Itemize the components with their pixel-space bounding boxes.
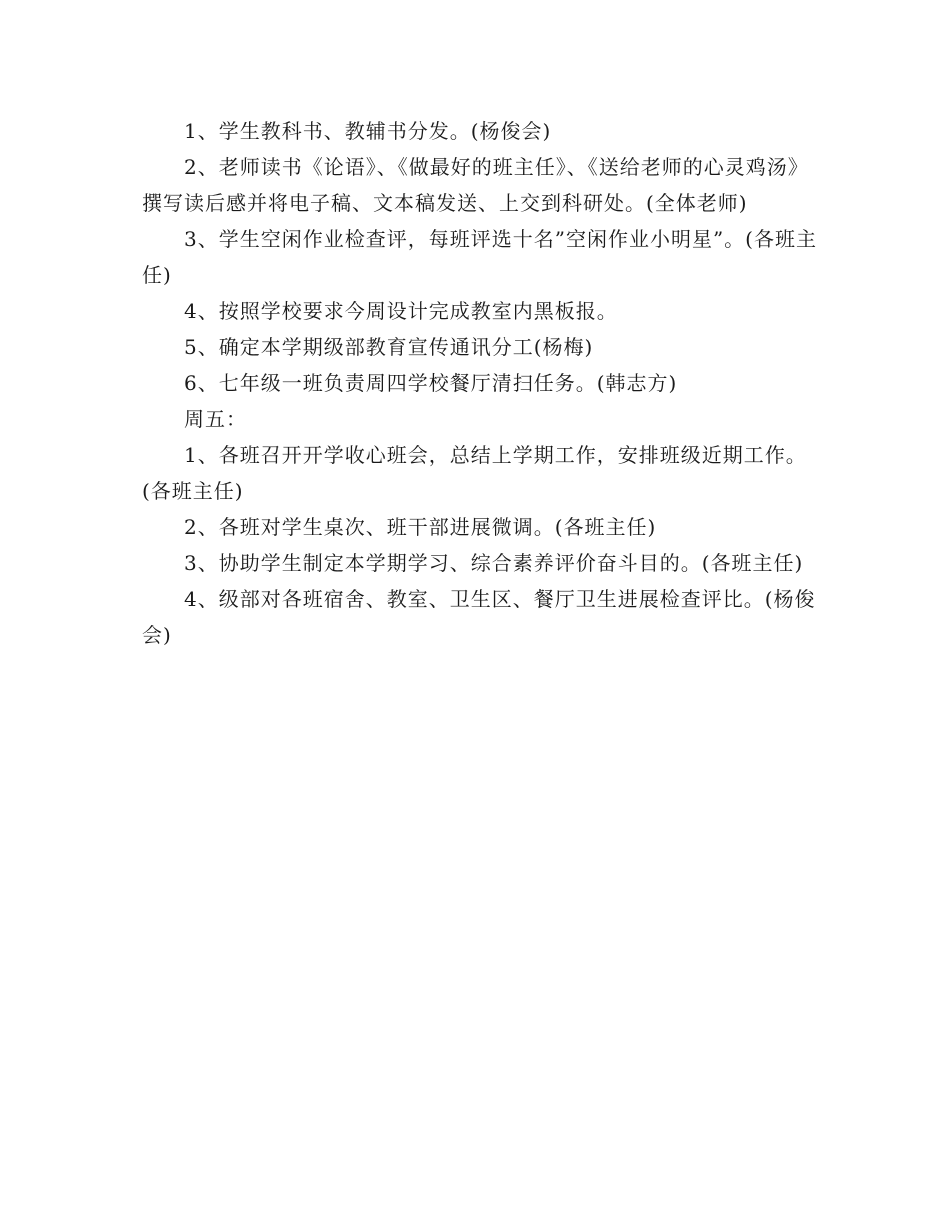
paragraph-4: 4、按照学校要求今周设计完成教室内黑板报。 — [184, 299, 618, 323]
paragraph-2: 2、老师读书《论语》、《做最好的班主任》、《送给老师的心灵鸡汤》撰写读后感并将电子稿、文本稿发送、上交到科研处。(全体老师) — [142, 155, 809, 215]
document-body — [142, 113, 822, 653]
paragraph-11: 4、级部对各班宿舍、教室、卫生区、餐厅卫生进展检查评比。(杨俊会) — [142, 587, 816, 647]
paragraph-9: 2、各班对学生桌次、班干部进展微调。(各班主任) — [184, 515, 657, 539]
section-heading-friday: 周五： — [184, 407, 247, 431]
paragraph-1: 1、学生教科书、教辅书分发。(杨俊会) — [184, 119, 552, 143]
paragraph-6: 6、七年级一班负责周四学校餐厅清扫任务。(韩志方) — [184, 371, 678, 395]
paragraph-8: 1、各班召开开学收心班会，总结上学期工作，安排班级近期工作。(各班主任) — [142, 443, 807, 503]
paragraph-5: 5、确定本学期级部教育宣传通讯分工(杨梅) — [184, 335, 594, 359]
paragraph-3: 3、学生空闲作业检查评，每班评选十名”空闲作业小明星”。(各班主任) — [142, 227, 817, 287]
paragraph-10: 3、协助学生制定本学期学习、综合素养评价奋斗目的。(各班主任) — [184, 551, 804, 575]
